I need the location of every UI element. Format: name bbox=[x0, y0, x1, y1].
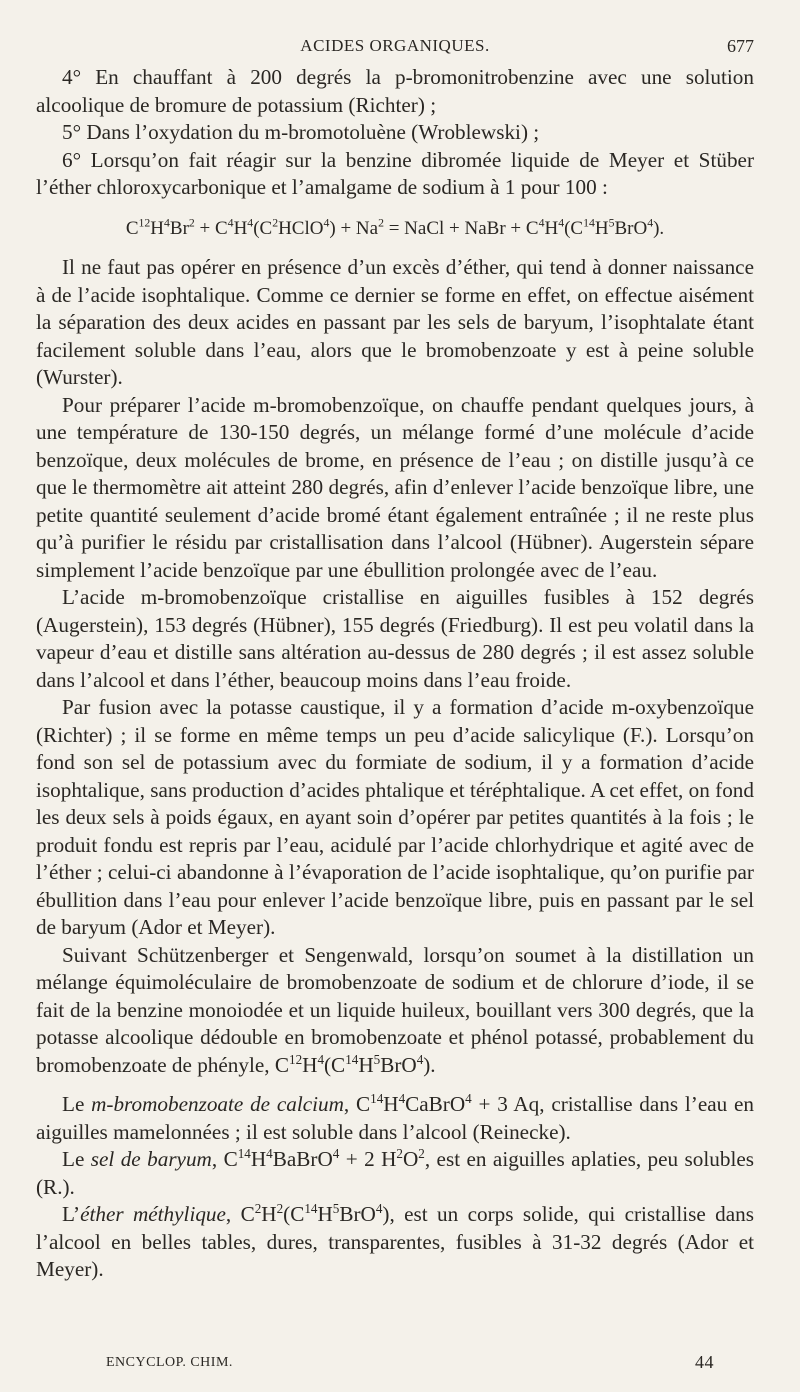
paragraph-isophtalique: Il ne faut pas opérer en présence d’un excès d’éther, qui tend à donner naissance à de l’acide isophtalique. Comme ce dernier se forme en effet, on effectue aisément la séparation des deux acides en passant par les sels de baryum, l’isophtalate étant facilement soluble dans l’eau, alors que le bromobenzoate y est à peine soluble (Wurster). bbox=[36, 255, 754, 389]
header-title: ACIDES ORGANIQUES. bbox=[300, 36, 490, 55]
spacer bbox=[36, 1079, 754, 1091]
paragraph-preparation: Pour préparer l’acide m-bromobenzoïque, on chauffe pendant quelques jours, à une température de 130-150 degrés, un mélange formé d’une molécule d’acide benzoïque, deux molécules de brome, en présence de l’eau ; on distille jusqu’à ce que le thermomètre ait atteint 280 degrés, afin d’enlever l’acide benzoïque libre, une petite quantité seulement d’acide bromé étant également entraînée ; il ne reste plus qu’à purifier le résidu par cristallisation dans l’alcool (Hübner). Augerstein sépare simplement l’acide benzoïque par une ébullition prolongée avec de l’eau. bbox=[36, 392, 754, 582]
paragraph-distillation: Suivant Schützenberger et Sengenwald, lorsqu’on soumet à la distillation un mélange équimoléculaire de bromobenzoate de sodium et de chlorure d’iode, il se fait de la benzine monoiodée et un liquide huileux, bouillant vers 300 degrés, que la potasse alcoolique dédouble en bromobenzoate et phénol potassé, probablement du bromobenzoate de phényle, $C^{12}H^4(C^{14}H^5BrO^4)$. bbox=[36, 942, 754, 1077]
paragraph-barium-salt: Le sel de baryum, $C^{14}H^4BaBrO^4 + 2$ $H^2O^2$, est en aiguilles aplaties, peu solubles (R.). bbox=[36, 1145, 754, 1199]
paragraph-item-6: 6° Lorsqu’on fait réagir sur la benzine dibromée liquide de Meyer et Stüber l’éther chloroxycarbonique et l’amalgame de sodium à 1 pour 100 : bbox=[36, 147, 754, 199]
chemical-equation: $C^{12}H^4Br^2$ + $C^4H^4(C^2HClO^4) + Na^2$ = NaCl + NaBr + $C^4H^4(C^{14}H^5BrO^4)$. bbox=[125, 216, 665, 239]
paragraph-properties: L’acide m-bromobenzoïque cristallise en aiguilles fusibles à 152 degrés (Augerstein), 153 degrés (Hübner), 155 degrés (Friedburg). Il est peu volatil dans la vapeur d’eau et distille sans altération au-dessus de 280 degrés ; il est assez soluble dans l’alcool et dans l’éther, beaucoup moins dans l’eau froide. bbox=[36, 585, 754, 692]
page-footer bbox=[106, 1352, 714, 1372]
footer-source: ENCYCLOP. CHIM. bbox=[106, 1355, 233, 1370]
running-header bbox=[36, 30, 754, 60]
paragraph-item-4: 4° En chauffant à 200 degrés la p-bromonitrobenzine avec une solution alcoolique de bromure de potassium (Richter) ; bbox=[36, 65, 754, 117]
paragraph-methyl-ether: L’éther méthylique, $C^2H^2(C^{14}H^5BrO^4)$, est un corps solide, qui cristallise dans l’alcool en belles tables, dures, transparentes, fusibles à 31-32 degrés (Ador et Meyer). bbox=[36, 1200, 754, 1281]
signature-mark: 44 bbox=[695, 1352, 714, 1372]
body-text bbox=[36, 64, 754, 1284]
paragraph-item-5: 5° Dans l’oxydation du m-bromotoluène (Wroblewski) ; bbox=[62, 120, 540, 144]
paragraph-calcium-salt: Le m-bromobenzoate de calcium, $C^{14}H^4CaBrO^4 + 3$ Aq, cristallise dans l’eau en aiguilles mamelonnées ; il est soluble dans l’alcool (Reinecke). bbox=[36, 1090, 754, 1144]
page-number: 677 bbox=[727, 36, 754, 56]
paragraph-fusion: Par fusion avec la potasse caustique, il y a formation d’acide m-oxybenzoïque (Richter) ; il se forme en même temps un peu d’acide salicylique (F.). Lorsqu’on fond son sel de potassium avec du formiate de sodium, il y a formation d’acide isophtalique, sans production d’acides phtalique et téréphtalique. A cet effet, on fond les deux sels à poids égaux, en ayant soin d’opérer par petites quantités à la fois ; le produit fondu est repris par l’eau, acidulé par l’acide chlorhydrique et agité avec de l’éther ; celui-ci abandonne à l’évaporation de l’acide isophtalique, qu’on purifie par ébullition dans l’eau pour enlever l’acide benzoïque libre, puis en passant par le sel de baryum (Ador et Meyer). bbox=[36, 695, 754, 939]
